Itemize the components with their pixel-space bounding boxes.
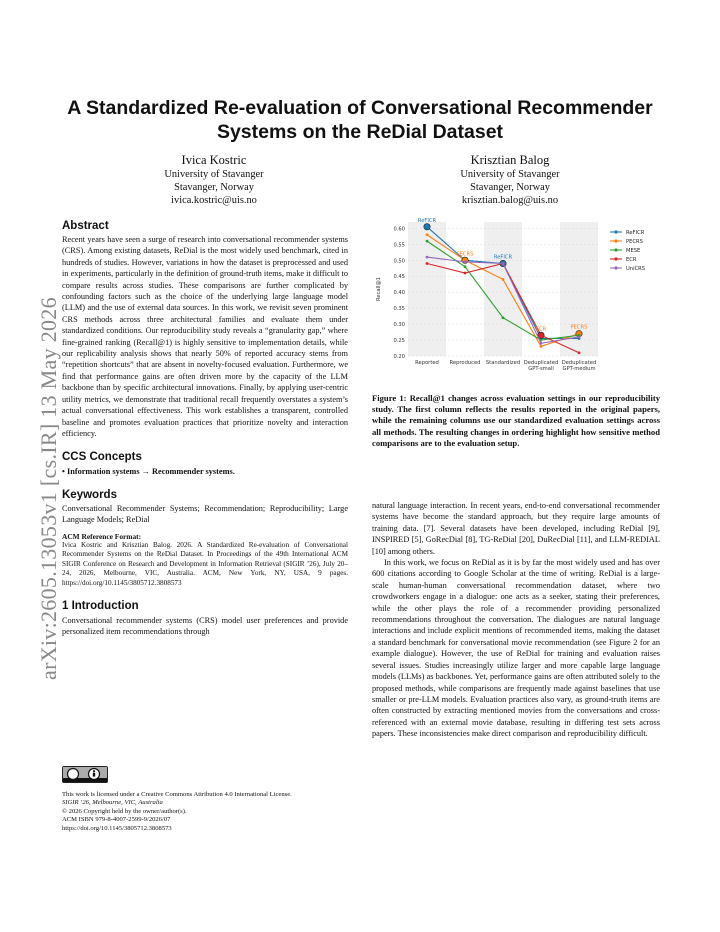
x-tick-label: Deduplicated <box>523 360 559 366</box>
y-tick-label: 0.35 <box>393 306 405 313</box>
y-tick-label: 0.45 <box>393 274 405 281</box>
y-tick-label: 0.50 <box>393 258 405 265</box>
x-tick-label: Reported <box>415 360 439 366</box>
author-location: Stavanger, Norway <box>174 182 254 194</box>
data-point <box>502 262 505 265</box>
x-tick-label: GPT-medium <box>562 366 596 372</box>
arxiv-watermark-text: arXiv:2605.13053v1 [cs.IR] 13 May 2026 <box>36 297 61 680</box>
arxiv-watermark <box>14 260 61 680</box>
data-point <box>502 316 505 319</box>
license-line: ACM ISBN 979-8-4007-2599-9/2026/07 <box>62 816 171 824</box>
x-tick-label: Deduplicated <box>561 360 597 366</box>
cc-by-license-icon <box>62 766 108 783</box>
author-block-1 <box>104 152 324 208</box>
abstract-text: Recent years have seen a surge of research into conversational recommender systems (CRS). Among existing datasets, ReDial is the most widely used benchmark, cited in hundreds of studies. However, variations in how the dataset is preprocessed and used in experiments, particularly in the definition of ground-truth items, make it difficult to compare results across studies. These comparisons are further complicated by confounding factors such as the choice of the underlying large language model (LLM) and the use of external data sources. In this work, we revisit seven prominent CRS methods across three architectural families and evaluate them under standardized conditions. Our reproducibility study reveals a “granularity gap,” where fine-grained ranking (Recall@1) is highly sensitive to implementation details, while our replicability analysis shows that nearly 50% of reported accuracy stems from “repetition shortcuts” that are absent in novelty-focused evaluation. Furthermore, we find that performance gains are often driven more by the capacity of the LLM backbone than by specific architectural innovations. Finally, by applying user-centric utility metrics, we demonstrate that traditional recall frequently overstates a system’s actual conversational effectiveness. This work establishes a transparent, controlled baseline and promotes evaluation practices that prioritize novelty and interaction efficiency. <box>62 235 348 438</box>
x-tick-label: Reproduced <box>449 360 481 366</box>
y-tick-label: 0.55 <box>393 242 405 249</box>
data-point <box>424 224 430 230</box>
author-block-2 <box>400 152 620 208</box>
recall-chart-svg <box>370 218 660 378</box>
point-annotation: ECR <box>535 326 547 333</box>
data-point <box>578 351 581 354</box>
license-block <box>62 766 352 833</box>
x-tick-label: Standardized <box>485 360 521 366</box>
legend-marker <box>614 266 617 269</box>
point-annotation: PECRS <box>456 251 474 258</box>
data-point <box>426 240 429 243</box>
y-tick-label: 0.40 <box>393 290 405 297</box>
y-tick-label: 0.30 <box>393 322 405 329</box>
author-affiliation: University of Stavanger <box>164 169 264 180</box>
license-line: © 2026 Copyright held by the owner/author(s). <box>62 807 187 815</box>
author-name: Krisztian Balog <box>470 153 550 167</box>
y-tick-label: 0.20 <box>393 354 405 360</box>
data-point <box>502 278 505 281</box>
intro-paragraph-1: natural language interaction. In recent years, end-to-end conversational recommender systems have become the standard approach, but they require large amounts of training data. [7]. Several datasets have been developed, including ReDial [9], INSPIRED [5], GoRecDial [8], TG-ReDial [20], DuRecDial [11], and LLM-REDIAL [10] among others. <box>372 501 660 556</box>
data-point <box>464 265 467 268</box>
data-point <box>540 342 543 345</box>
data-point <box>578 335 581 338</box>
license-line: https://doi.org/10.1145/3805712.3808573 <box>62 824 172 832</box>
author-name: Ivica Kostric <box>181 153 247 167</box>
point-annotation: ReFICR <box>493 254 513 261</box>
y-axis-label: Recall@1 <box>376 277 382 301</box>
figure-1-chart <box>370 218 660 378</box>
figure-caption: Figure 1: Recall@1 changes across evaluation settings in our reproducibility study. The first column reflects the results reported in the original papers, while the remaining columns use our standardized evaluation settings across all methods. The resulting changes in ordering highlight how sensitive method comparisons are to the evaluation setup. <box>372 393 660 448</box>
license-line: SIGIR ’26, Melbourne, VIC, Australia <box>62 799 163 807</box>
y-tick-label: 0.60 <box>393 226 405 233</box>
legend-marker <box>614 248 617 251</box>
right-column-text <box>372 500 660 740</box>
intro-paragraph-2: In this work, we focus on ReDial as it is by far the most widely used and has over 600 citations according to Google Scholar at the time of writing. ReDial is a large-scale human-human conversational recommendation dataset, where two crowdworkers engage in a dialogue: one acts as a seeker, stating their preferences, while the other plays the role of a recommender providing personalized recommendations throughout the conversation. The dialogues are natural language interactions and include explicit mentions of recommended items, making the dataset a standard benchmark for conversational movie recommendation (see Figure 2 for an example dialogue). However, the use of ReDial for training and evaluation raises several issues. Studies increasingly utilize larger and more capable large language models (LLMs) as backbones. Yet, performance gains are often attributed solely to the proposed methods, while comparisons are frequently made against baselines that use smaller or pre-LLM models. Evaluation practices also vary, as ground-truth items are often constructed by extracting mentioned movies from the conversations and cross-referenced with an external movie database, resulting in differing test sets across papers. These inconsistencies make direct comparison and reproducibility difficult. <box>372 558 660 739</box>
legend-marker <box>614 239 617 242</box>
x-tick-label: GPT-small <box>528 366 554 372</box>
keywords-text: Conversational Recommender Systems; Recommendation; Reproducibility; Large Language Models; ReDial <box>62 503 348 525</box>
point-annotation: ReFICR <box>417 218 437 224</box>
data-point <box>540 345 543 348</box>
ccs-text: • Information systems → Recommender systems. <box>62 467 235 477</box>
legend-label: ECR <box>626 257 637 263</box>
legend-label: UniCRS <box>626 266 646 272</box>
ccs-heading: CCS Concepts <box>62 451 142 464</box>
legend-label: MESE <box>626 248 641 254</box>
left-column <box>62 220 348 638</box>
abstract-heading: Abstract <box>62 220 109 232</box>
data-point <box>426 233 429 236</box>
license-line: This work is licensed under a Creative Commons Attribution 4.0 International License. <box>62 791 292 798</box>
reference-format-text: Ivica Kostric and Krisztian Balog. 2026. A Standardized Re-evaluation of Conversational Recommender Systems on the ReDial Dataset. In Proceedings of the 49th International ACM SIGIR Conference on Research and Development in Information Retrieval (SIGIR ’26), July 20–24, 2026, Melbourne, VIC, Australia. ACM, New York, NY, USA, 9 pages. https://doi.org/10.1145/3805712.3808573 <box>62 540 348 587</box>
author-location: Stavanger, Norway <box>470 182 550 194</box>
data-point <box>426 262 429 265</box>
point-annotation: PECRS <box>570 324 588 331</box>
data-point <box>464 272 467 275</box>
legend-label: PECRS <box>626 239 643 245</box>
keywords-heading: Keywords <box>62 488 117 501</box>
reference-format-heading: ACM Reference Format: <box>62 531 142 541</box>
author-email: krisztian.balog@uis.no <box>461 195 559 207</box>
author-email: ivica.kostric@uis.no <box>171 195 257 207</box>
legend-marker <box>614 257 617 260</box>
intro-text: Conversational recommender systems (CRS) model user preferences and provide personalized item recommendations through <box>62 615 348 637</box>
data-point <box>464 260 467 263</box>
paper-title: A Standardized Re-evaluation of Conversational Recommender Systems on the ReDial Dataset <box>67 97 653 143</box>
data-point <box>426 256 429 259</box>
legend-marker <box>614 230 617 233</box>
legend-label: ReFICR <box>626 230 645 236</box>
intro-heading: 1 Introduction <box>62 599 139 612</box>
y-tick-label: 0.25 <box>393 338 405 345</box>
author-affiliation: University of Stavanger <box>460 169 560 180</box>
